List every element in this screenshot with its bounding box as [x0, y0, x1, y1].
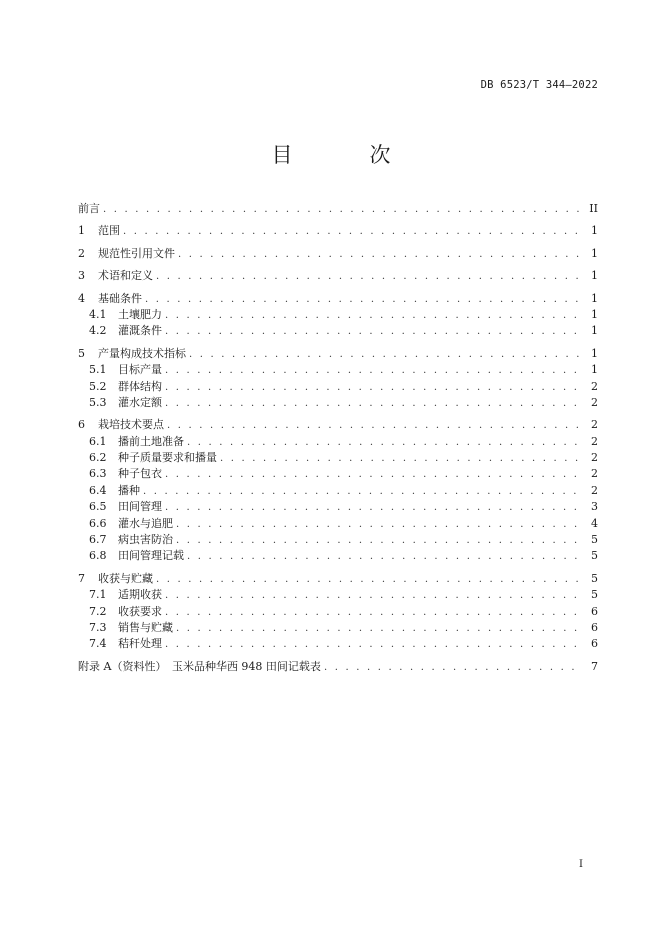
toc-entry[interactable]: [78, 531, 598, 547]
toc-dot-leader: [165, 398, 581, 409]
toc-entry-title: 附录 A（资料性） 玉米品种华西 948 田间记载表: [78, 659, 321, 673]
toc-entry[interactable]: [78, 222, 598, 238]
toc-entry-title: 土壤肥力: [118, 307, 162, 321]
toc-entry-label: [78, 345, 189, 361]
toc-entry-page: 2: [591, 434, 598, 448]
toc-entry-title: 播前土地准备: [118, 434, 184, 448]
toc-entry-title: 适期收获: [118, 588, 162, 602]
toc-entry-page: 6: [591, 604, 598, 618]
toc-entry-title: 种子质量要求和播量: [118, 451, 217, 465]
toc-entry-label: [78, 267, 156, 283]
toc-entry-title: 术语和定义: [98, 269, 153, 283]
toc-entry-number: 6: [78, 418, 85, 432]
toc-entry[interactable]: [78, 361, 598, 377]
toc-dot-leader: [165, 326, 581, 337]
toc-entry[interactable]: [78, 245, 598, 261]
toc-entry-number: 5.3: [89, 395, 107, 409]
toc-entry-page: 3: [591, 500, 598, 514]
document-code: DB 6523/T 344—2022: [480, 79, 598, 91]
toc-entry-label: [89, 482, 143, 498]
toc-entry-number: 4.1: [89, 307, 107, 321]
toc-entry[interactable]: [78, 482, 598, 498]
toc-entry-number: 6.6: [89, 516, 107, 530]
toc-entry[interactable]: [78, 267, 598, 283]
toc-entry-title: 田间管理记载: [118, 549, 184, 563]
toc-entry[interactable]: [78, 465, 598, 481]
toc-entry-page: 5: [591, 588, 598, 602]
toc-entry-page: 6: [591, 637, 598, 651]
table-of-contents: [78, 200, 598, 674]
toc-entry-page: 6: [591, 620, 598, 634]
toc-dot-leader: [165, 607, 581, 618]
toc-entry-label: [89, 465, 165, 481]
toc-dot-leader: [220, 453, 581, 464]
toc-entry[interactable]: [78, 635, 598, 651]
toc-entry-page: 5: [591, 571, 598, 585]
toc-entry-page: 2: [591, 467, 598, 481]
toc-entry-title: 播种: [118, 483, 140, 497]
toc-dot-leader: [145, 294, 581, 305]
toc-entry-number: 7: [78, 571, 85, 585]
toc-entry-number: 6.2: [89, 451, 107, 465]
toc-entry-label: [89, 306, 165, 322]
toc-entry-title: 栽培技术要点: [98, 418, 164, 432]
toc-entry[interactable]: [78, 586, 598, 602]
toc-entry-page: 2: [591, 379, 598, 393]
toc-entry-page: II: [589, 202, 598, 215]
toc-entry[interactable]: [78, 378, 598, 394]
toc-entry-number: 3: [78, 269, 85, 283]
toc-entry-title: 秸秆处理: [118, 637, 162, 651]
toc-entry-number: 7.3: [89, 620, 107, 634]
toc-entry[interactable]: [78, 547, 598, 563]
toc-entry[interactable]: [78, 433, 598, 449]
toc-entry-number: 6.3: [89, 467, 107, 481]
toc-entry-number: 5: [78, 346, 85, 360]
toc-entry-page: 5: [591, 533, 598, 547]
toc-entry-label: [89, 449, 220, 465]
toc-dot-leader: [324, 662, 581, 673]
toc-entry-label: [89, 547, 187, 563]
toc-entry-page: 1: [591, 246, 598, 260]
toc-entry-page: 1: [591, 224, 598, 238]
toc-entry-label: [89, 322, 165, 338]
toc-entry-title: 群体结构: [118, 379, 162, 393]
toc-entry-page: 1: [591, 363, 598, 377]
page-number: I: [579, 859, 583, 870]
toc-dot-leader: [103, 204, 581, 215]
toc-entry-title: 基础条件: [98, 291, 142, 305]
toc-entry[interactable]: [78, 498, 598, 514]
toc-dot-leader: [156, 574, 581, 585]
toc-entry-label: [89, 361, 165, 377]
toc-entry-label: [89, 433, 187, 449]
toc-entry-page: 1: [591, 307, 598, 321]
toc-entry-title: 灌水定额: [118, 395, 162, 409]
toc-dot-leader: [167, 420, 581, 431]
toc-entry-number: 6.7: [89, 533, 107, 547]
toc-entry[interactable]: [78, 290, 598, 306]
toc-entry-page: 1: [591, 291, 598, 305]
toc-entry-label: [89, 619, 176, 635]
toc-entry-number: 7.1: [89, 588, 107, 602]
toc-dot-leader: [187, 551, 581, 562]
toc-entry-label: [89, 498, 165, 514]
toc-entry[interactable]: [78, 322, 598, 338]
toc-entry[interactable]: [78, 200, 598, 216]
toc-entry-page: 2: [591, 483, 598, 497]
toc-dot-leader: [123, 226, 581, 237]
toc-entry-number: 2: [78, 246, 85, 260]
toc-entry-number: 5.2: [89, 379, 107, 393]
toc-entry-title: 收获要求: [118, 604, 162, 618]
toc-entry-label: [89, 635, 165, 651]
toc-entry-page: 7: [591, 659, 598, 673]
toc-entry-number: 7.2: [89, 604, 107, 618]
toc-dot-leader: [165, 590, 581, 601]
toc-entry-title: 田间管理: [118, 500, 162, 514]
toc-entry-title: 灌溉条件: [118, 324, 162, 338]
toc-entry-label: [78, 222, 123, 238]
toc-entry-label: [78, 658, 324, 674]
toc-entry[interactable]: [78, 658, 598, 674]
toc-entry-page: 2: [591, 395, 598, 409]
toc-dot-leader: [189, 349, 581, 360]
toc-entry-title: 目标产量: [118, 363, 162, 377]
toc-entry-number: 4.2: [89, 324, 107, 338]
toc-entry-label: [78, 416, 167, 432]
toc-entry-title: 范围: [98, 224, 120, 238]
toc-dot-leader: [187, 437, 581, 448]
toc-entry-label: [89, 603, 165, 619]
toc-entry-page: 1: [591, 346, 598, 360]
toc-dot-leader: [165, 502, 581, 513]
toc-entry-number: 7.4: [89, 637, 107, 651]
toc-entry-label: [89, 531, 176, 547]
toc-entry-page: 1: [591, 324, 598, 338]
toc-entry-label: [78, 570, 156, 586]
toc-dot-leader: [143, 486, 581, 497]
toc-entry-title: 收获与贮藏: [98, 571, 153, 585]
toc-entry-number: 1: [78, 224, 85, 238]
toc-entry-title: 规范性引用文件: [98, 246, 175, 260]
toc-entry-title: 产量构成技术指标: [98, 346, 186, 360]
toc-entry-label: [78, 290, 145, 306]
toc-dot-leader: [178, 249, 581, 260]
toc-entry-number: 6.8: [89, 549, 107, 563]
toc-entry[interactable]: [78, 603, 598, 619]
toc-entry-page: 5: [591, 549, 598, 563]
toc-entry[interactable]: [78, 449, 598, 465]
toc-title: 目 次: [271, 143, 419, 167]
toc-entry-label: [89, 515, 176, 531]
toc-dot-leader: [165, 310, 581, 321]
toc-entry-page: 1: [591, 269, 598, 283]
toc-dot-leader: [156, 271, 581, 282]
toc-entry-title: 灌水与追肥: [118, 516, 173, 530]
toc-entry-label: [78, 200, 103, 216]
toc-entry[interactable]: [78, 394, 598, 410]
toc-entry[interactable]: [78, 306, 598, 322]
toc-entry-number: 6.5: [89, 500, 107, 514]
toc-entry-label: [89, 378, 165, 394]
toc-dot-leader: [165, 365, 581, 376]
toc-entry-label: [89, 586, 165, 602]
toc-entry-title: 病虫害防治: [118, 533, 173, 547]
toc-entry-number: 6.4: [89, 483, 107, 497]
toc-entry-number: 4: [78, 291, 85, 305]
toc-entry-page: 2: [591, 451, 598, 465]
toc-entry-title: 种子包衣: [118, 467, 162, 481]
toc-entry-label: [78, 245, 178, 261]
toc-entry-page: 2: [591, 418, 598, 432]
toc-dot-leader: [165, 382, 581, 393]
toc-entry-number: 5.1: [89, 363, 107, 377]
toc-dot-leader: [176, 623, 581, 634]
toc-entry-number: 6.1: [89, 434, 107, 448]
toc-dot-leader: [165, 639, 581, 650]
toc-entry-page: 4: [591, 516, 598, 530]
toc-entry[interactable]: [78, 619, 598, 635]
toc-dot-leader: [165, 469, 581, 480]
toc-entry-label: [89, 394, 165, 410]
toc-entry[interactable]: [78, 416, 598, 432]
toc-entry[interactable]: [78, 515, 598, 531]
toc-entry[interactable]: [78, 345, 598, 361]
toc-dot-leader: [176, 535, 581, 546]
toc-entry-title: 前言: [78, 202, 100, 215]
toc-dot-leader: [176, 519, 581, 530]
toc-entry[interactable]: [78, 570, 598, 586]
toc-entry-title: 销售与贮藏: [118, 620, 173, 634]
